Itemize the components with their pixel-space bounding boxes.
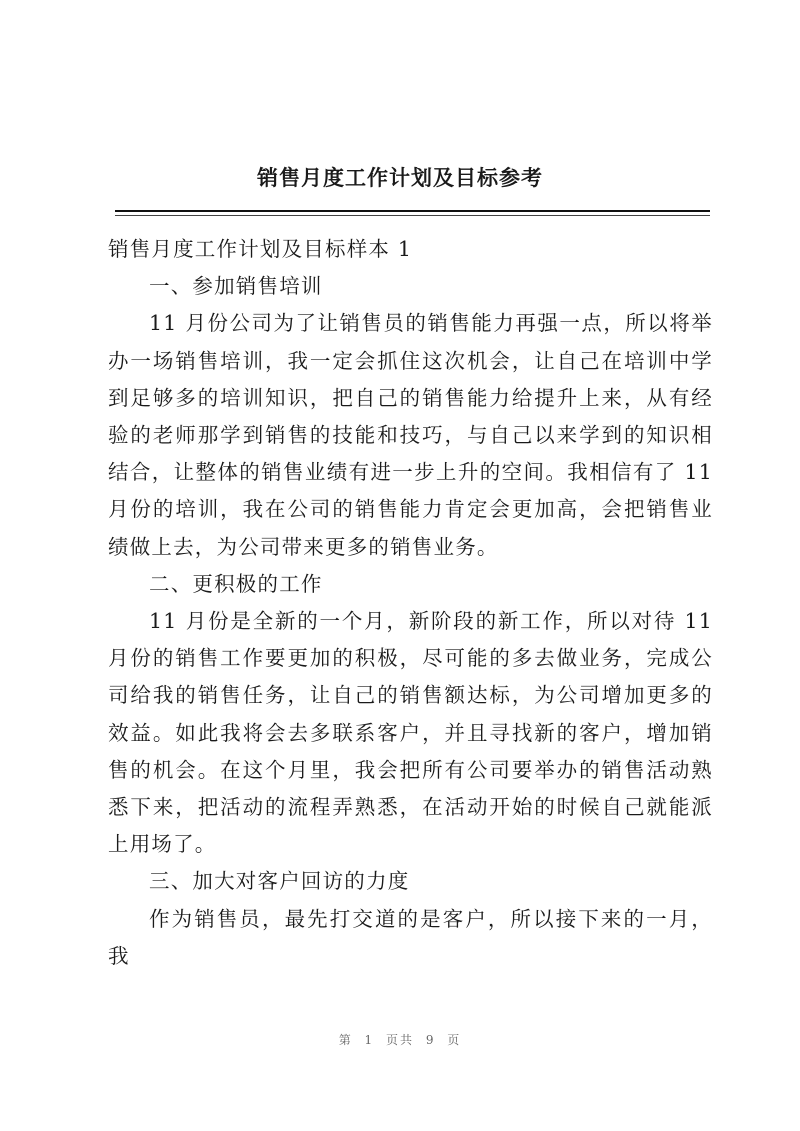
section-paragraph-3: 作为销售员，最先打交道的是客户，所以接下来的一月，我 [108, 906, 713, 968]
page-title: 销售月度工作计划及目标参考 [257, 166, 543, 190]
document-subtitle: 销售月度工作计划及目标样本 1 [108, 237, 413, 261]
section-heading-2: 二、更积极的工作 [149, 571, 323, 596]
page-number-footer: 第 1 页共 9 页 [338, 1033, 462, 1047]
section-paragraph-2: 11 月份是全新的一个月，新阶段的新工作，所以对待 11 月份的销售工作要更加的积极，尽可能的多去做业务，完成公司给我的销售任务，让自己的销售额达标，为公司增加更多的效益。如此我将会去多联系客户，并且寻找新的客户，增加销售的机会。在这个月里，我会把所有公司要举办的销售活动熟悉下来，把活动的流程弄熟悉，在活动开始的时候自己就能派上用场了。 [108, 609, 713, 857]
section-heading-1: 一、参加销售培训 [149, 274, 323, 299]
title-divider-thin [115, 215, 710, 216]
document-body [108, 231, 713, 975]
section-heading-3: 三、加大对客户回访的力度 [149, 869, 410, 894]
section-paragraph-1: 11 月份公司为了让销售员的销售能力再强一点，所以将举办一场销售培训，我一定会抓住这次机会，让自己在培训中学到足够多的培训知识，把自己的销售能力给提升上来，从有经验的老师那学到销售的技能和技巧，与自己以来学到的知识相结合，让整体的销售业绩有进一步上升的空间。我相信有了 11 月份的培训，我在公司的销售能力肯定会更加高，会把销售业绩做上去，为公司带来更多的销售业务。 [108, 311, 713, 559]
title-divider-thick [115, 210, 710, 212]
